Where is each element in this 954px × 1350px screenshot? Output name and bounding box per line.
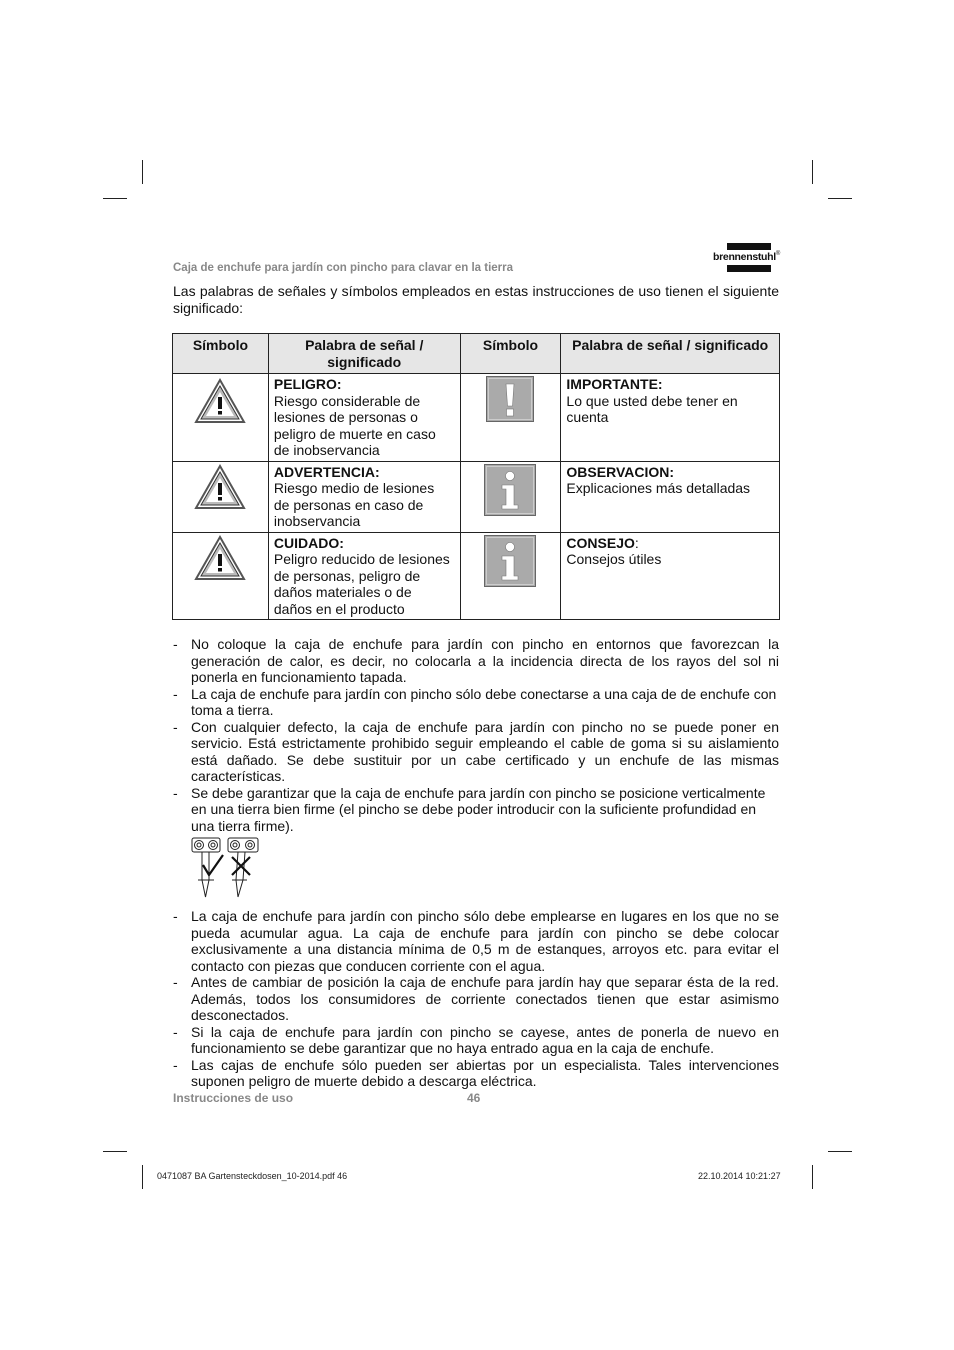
footer-title: Instrucciones de uso <box>173 1091 294 1105</box>
brand-name: brennenstuhl <box>713 251 776 263</box>
list-item: - La caja de enchufe para jardín con pincho sólo debe conectarse a una caja de de enchufe con toma a tierra. <box>173 685 777 718</box>
signal-description: Explicaciones más detalladas <box>566 480 751 496</box>
signal-word-importante: IMPORTANTE: <box>566 376 663 392</box>
table-row <box>173 374 780 462</box>
signal-word-colon: : <box>634 534 639 551</box>
running-header: Caja de enchufe para jardín con pincho para clavar en la tierra <box>173 262 514 274</box>
safety-rules-list <box>173 636 779 1090</box>
signal-description: Peligro reducido de lesiones de personas, peligro de daños materiales o de daños en el producto <box>273 551 450 617</box>
warning-triangle-icon <box>194 535 246 581</box>
crop-mark <box>142 160 143 184</box>
crop-mark <box>103 1151 127 1152</box>
signal-description: Consejos útiles <box>566 551 662 567</box>
signal-word-cell <box>268 374 460 462</box>
symbol-cell <box>173 532 269 620</box>
signal-description: Lo que usted debe tener en cuenta <box>566 392 738 425</box>
crop-mark <box>103 198 127 199</box>
table-header-row <box>173 334 780 374</box>
list-item: - Las cajas de enchufe sólo pueden ser abiertas por un especialista. Tales intervenciones suponen peligro de muerte debido a descarga eléctrica. <box>173 1056 779 1089</box>
symbol-cell <box>173 461 269 532</box>
crop-mark <box>812 160 813 184</box>
symbol-cell <box>460 532 561 620</box>
warning-triangle-icon <box>194 464 246 510</box>
checkmark-icon <box>203 855 223 875</box>
print-file-info: 0471087 BA Gartensteckdosen_10-2014.pdf 46 <box>157 1171 348 1181</box>
print-datetime: 22.10.2014 10:21:27 <box>698 1171 781 1181</box>
crop-mark <box>828 198 852 199</box>
page-number: 46 <box>467 1091 481 1105</box>
crop-mark <box>828 1151 852 1152</box>
signal-word-cell <box>561 374 780 462</box>
cross-icon <box>232 857 250 875</box>
signal-word-peligro: PELIGRO: <box>273 376 342 392</box>
signal-description: Riesgo considerable de lesiones de personas o peligro de muerte en caso de inobservancia <box>273 392 436 458</box>
symbol-cell <box>173 374 269 462</box>
list-item: - Si la caja de enchufe para jardín con pincho se cayese, antes de ponerla de nuevo en funcionamiento se debe garantizar que no haya entrado agua en la caja de enchufe. <box>173 1023 779 1056</box>
signal-word-cell <box>268 461 460 532</box>
signal-word-cell <box>268 532 460 620</box>
signal-word-consejo: CONSEJO <box>566 534 635 551</box>
list-item: - La caja de enchufe para jardín con pincho sólo debe emplearse en lugares en los que no se pueda acumular agua. La caja de enchufe para jardín con pincho se debe colocar exclusivamente a una distancia mínima de 0,5 m de estanques, arroyos etc. para evitar el contacto con piezas que conducen corriente con el agua. <box>173 908 779 974</box>
signal-word-cuidado: CUIDADO: <box>273 534 344 551</box>
header-symbol: Símbolo <box>460 334 561 374</box>
intro-paragraph: Las palabras de señales y símbolos empleados en estas instrucciones de uso tienen el siguiente significado: <box>173 283 779 316</box>
signal-word-observacion: OBSERVACION: <box>566 463 675 480</box>
crop-mark <box>142 1165 143 1189</box>
crop-mark <box>812 1165 813 1189</box>
exclamation-icon <box>486 376 534 422</box>
spike-socket-illustration <box>190 835 262 903</box>
warning-triangle-icon <box>194 378 246 424</box>
registered-mark: ® <box>775 251 781 257</box>
header-symbol: Símbolo <box>173 334 269 374</box>
table-row <box>173 461 780 532</box>
info-icon <box>484 535 536 587</box>
table-row <box>173 532 780 620</box>
symbol-cell <box>460 374 561 462</box>
brand-logo <box>713 243 781 275</box>
spike-socket-upright <box>192 838 220 897</box>
signal-word-cell <box>561 532 780 620</box>
list-item: - Con cualquier defecto, la caja de enchufe para jardín con pincho no se puede poner en servicio. Está estrictamente prohibido seguir empleando el cable de goma si su aislamiento está dañado. Se debe sustituir por un cabe certificado y un enchufe de las mismas características. <box>173 718 779 784</box>
signal-description: Riesgo medio de lesiones de personas en caso de inobservancia <box>273 480 435 529</box>
signal-word-advertencia: ADVERTENCIA: <box>273 463 380 480</box>
header-signal-word: Palabra de señal / significado <box>561 334 780 374</box>
list-item: - Se debe garantizar que la caja de enchufe para jardín con pincho se posicione verticalmente en una tierra bien firme (el pincho se debe poder introducir con la suficiente profundidad en una tierra firme). <box>173 784 766 834</box>
symbol-table <box>172 333 780 620</box>
list-item: - Antes de cambiar de posición la caja de enchufe para jardín hay que separar ésta de la red. Además, todos los consumidores de corriente conectados tienen que estar asimismo desconectados. <box>173 974 779 1023</box>
info-icon <box>484 464 536 516</box>
list-item: - No coloque la caja de enchufe para jardín con pincho en entornos que favorezcan la generación de calor, es decir, no colocarla a la incidencia directa de los rayos del sol ni ponerla en funcionamiento tapada. <box>173 636 779 685</box>
signal-word-cell <box>561 461 780 532</box>
symbol-cell <box>460 461 561 532</box>
header-signal-word: Palabra de señal / significado <box>268 334 460 374</box>
